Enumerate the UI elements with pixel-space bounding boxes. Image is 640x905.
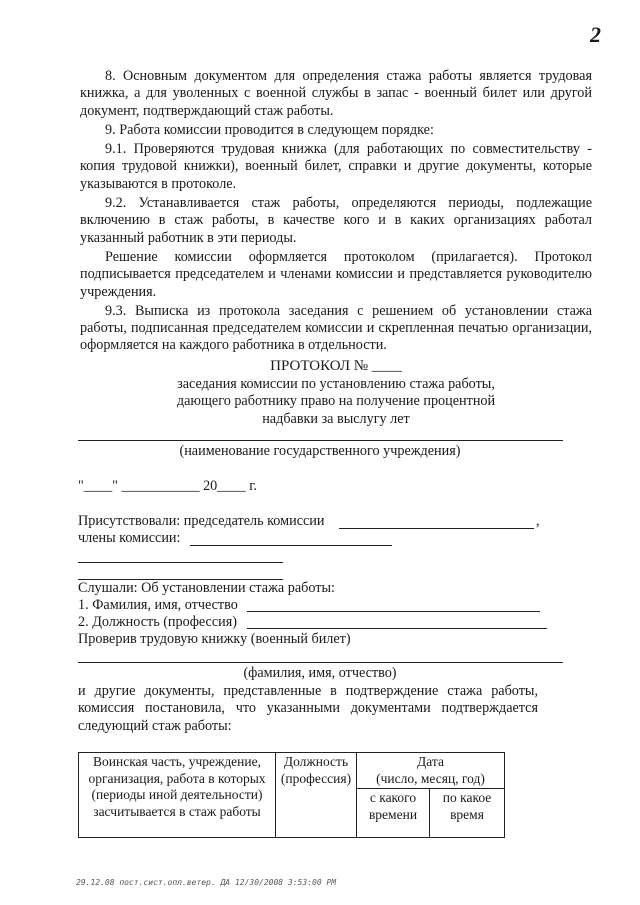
paragraph-decision: Решение комиссии оформляется протоколом (прилагается). Протокол подписывается председателем и членами комиссии и представляется руководителю учреждения. <box>80 248 592 300</box>
protocol-title: ПРОТОКОЛ № ____ <box>270 358 402 374</box>
members-label: члены комиссии: <box>78 530 181 546</box>
fio-caption: (фамилия, имя, отчество) <box>243 665 397 681</box>
position-input-line[interactable] <box>247 628 547 629</box>
member-line-2[interactable] <box>78 562 283 563</box>
footer-file-info: 29.12.08 пост.сист.опл.ветер. ДА 12/30/2008 3:53:00 PM <box>76 878 337 887</box>
checked-fio-line[interactable] <box>78 662 563 663</box>
resolution-text: и другие документы, представленные в подтверждение стажа работы, комиссия постановила, что указанными документами подтверждается следующий стаж работы: <box>78 683 538 734</box>
paragraph-9-2: 9.2. Устанавливается стаж работы, определяются периоды, подлежащие включению в стаж работы, в качестве кого и в каких организациях работал указанный работник в эти периоды. <box>80 195 592 246</box>
col-date-title: Дата <box>417 754 444 769</box>
field-position-label: 2. Должность (профессия) <box>78 614 237 630</box>
regulation-text <box>80 68 592 357</box>
protocol-header <box>140 358 532 428</box>
present-comma: , <box>536 513 540 529</box>
institution-caption: (наименование государственного учреждения) <box>179 443 461 459</box>
chairman-line[interactable] <box>339 528 534 529</box>
heard-label: Слушали: Об установлении стажа работы: <box>78 580 335 596</box>
service-record-table <box>78 752 505 838</box>
protocol-subtitle-3: надбавки за выслугу лет <box>262 410 410 427</box>
protocol-subtitle-2: дающего работнику право на получение процентной <box>176 393 496 409</box>
col-date-header <box>357 753 505 789</box>
col-date-subtitle: (число, месяц, год) <box>376 770 485 786</box>
fio-input-line[interactable] <box>247 611 540 612</box>
present-label: Присутствовали: председатель комиссии <box>78 513 325 529</box>
page-number: 2 <box>590 22 601 47</box>
col-position-header: Должность (профессия) <box>276 753 357 838</box>
protocol-subtitle-1: заседания комиссии по установлению стажа работы, <box>177 375 495 392</box>
col-from-header: с какого времени <box>357 789 430 838</box>
paragraph-8: 8. Основным документом для определения стажа работы является трудовая книжка, а для уволенных с военной службы в запас - военный билет или другой документ, подтверждающий стаж работы. <box>80 68 592 119</box>
paragraph-9-3: 9.3. Выписка из протокола заседания с решением об установлении стажа работы, подписанная председателем комиссии и скрепленная печатью организации, оформляется на каждого работника в отдельности. <box>80 302 592 354</box>
col-organization-header: Воинская часть, учреждение, организация, работа в которых (периоды иной деятельности) засчитывается в стаж работы <box>79 753 276 838</box>
paragraph-9-1: 9.1. Проверяются трудовая книжка (для работающих по совместительству - копия трудовой книжки), военный билет, справки и другие документы, которые указываются в протоколе. <box>80 141 592 192</box>
institution-name-line[interactable] <box>78 440 563 441</box>
field-fio-label: 1. Фамилия, имя, отчество <box>78 597 238 613</box>
paragraph-9: 9. Работа комиссии проводится в следующем порядке: <box>105 121 434 138</box>
member-line-1[interactable] <box>190 545 392 546</box>
date-line: "____" ___________ 20____ г. <box>78 478 257 494</box>
col-to-header: по какое время <box>430 789 505 838</box>
checked-label: Проверив трудовую книжку (военный билет) <box>78 631 351 647</box>
